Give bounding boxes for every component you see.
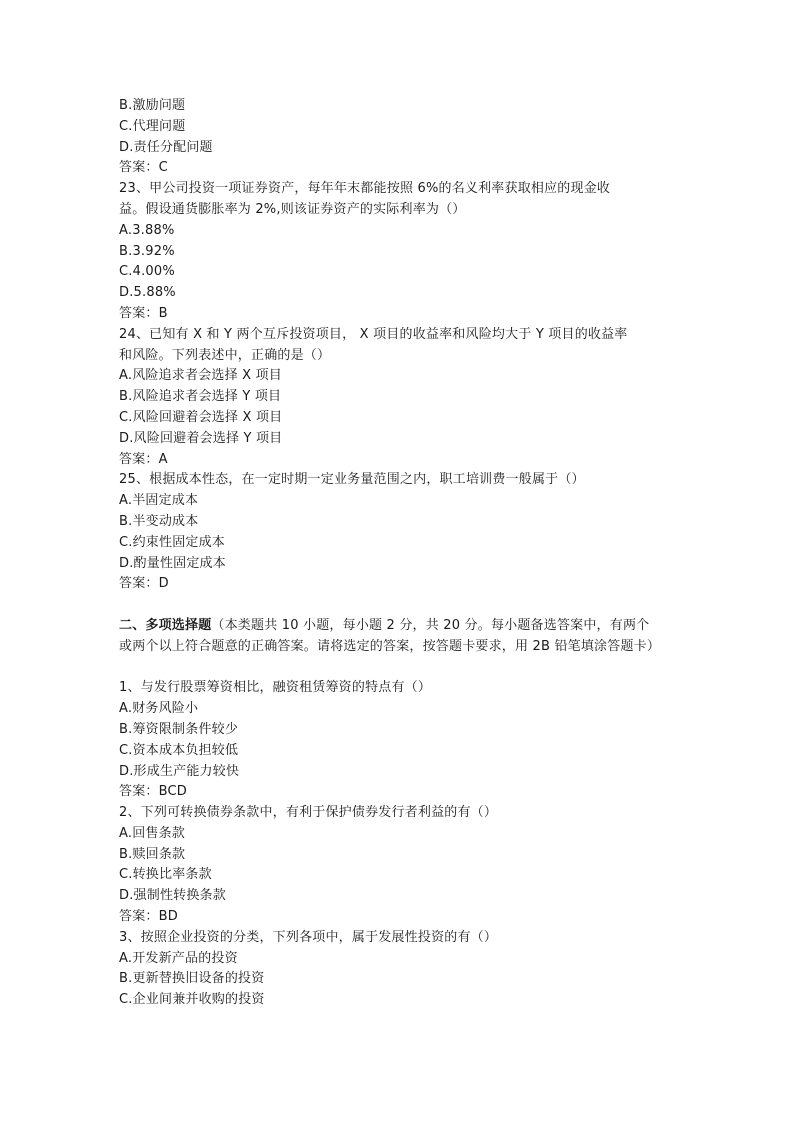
option-b: B.半变动成本: [119, 513, 199, 529]
answer: 答案：BCD: [119, 784, 187, 800]
answer: 答案：C: [119, 160, 168, 176]
section-title: 二、多项选择题: [119, 617, 212, 633]
option-a: A.回售条款: [119, 825, 185, 841]
option-b: B.3.92%: [119, 243, 175, 259]
question-m2-stem: 2、下列可转换债券条款中，有利于保护债券发行者利益的有（）: [119, 805, 498, 821]
option-d: D.形成生产能力较快: [119, 763, 240, 779]
question-24-stem-cont: 和风险。下列表述中，正确的是（）: [119, 347, 331, 363]
spacer: [119, 658, 679, 679]
option-d: D.风险回避着会选择 Y 项目: [119, 430, 283, 446]
option-b: B.风险追求者会选择 Y 项目: [119, 389, 282, 405]
answer: 答案：A: [119, 451, 168, 467]
option-a: A.财务风险小: [119, 701, 199, 717]
option-c: C.企业间兼并收购的投资: [119, 992, 265, 1008]
option-d: D.5.88%: [119, 285, 176, 301]
question-m1-stem: 1、与发行股票筹资相比，融资租赁筹资的特点有（）: [119, 680, 432, 696]
answer: 答案：B: [119, 305, 168, 321]
document-page: [119, 96, 679, 1011]
option-a: A.3.88%: [119, 222, 175, 238]
question-m3-stem: 3、按照企业投资的分类，下列各项中，属于发展性投资的有（）: [119, 929, 498, 945]
option-d: D.责任分配问题: [119, 139, 213, 155]
option-d: D.强制性转换条款: [119, 888, 226, 904]
option-c: C.约束性固定成本: [119, 534, 226, 550]
option-b: B.赎回条款: [119, 846, 186, 862]
option-c: C.转换比率条款: [119, 867, 212, 883]
question-24-stem: 24、已知有 X 和 Y 两个互斥投资项目， X 项目的收益率和风险均大于 Y 项目的收益率: [119, 326, 628, 342]
question-23-stem-cont: 益。假设通货膨胀率为 2%,则该证券资产的实际利率为（）: [119, 201, 466, 217]
option-a: A.半固定成本: [119, 493, 199, 509]
option-c: C.代理问题: [119, 118, 186, 134]
option-d: D.酌量性固定成本: [119, 555, 226, 571]
question-25-stem: 25、根据成本性态，在一定时期一定业务量范围之内，职工培训费一般属于（）: [119, 472, 585, 488]
section-heading: [119, 616, 679, 637]
option-b: B.激励问题: [119, 98, 186, 113]
spacer: [119, 595, 679, 616]
answer: 答案：D: [119, 576, 169, 592]
section-description: （本类题共 10 小题，每小题 2 分，共 20 分。每小题备选答案中，有两个: [211, 617, 650, 633]
option-b: B.筹资限制条件较少: [119, 721, 239, 737]
option-c: C.4.00%: [119, 264, 175, 280]
option-c: C.资本成本负担较低: [119, 742, 239, 758]
option-a: A.风险追求者会选择 X 项目: [119, 368, 282, 384]
option-c: C.风险回避着会选择 X 项目: [119, 409, 283, 425]
option-a: A.开发新产品的投资: [119, 950, 238, 966]
option-b: B.更新替换旧设备的投资: [119, 971, 265, 987]
section-description-cont: 或两个以上符合题意的正确答案。请将选定的答案，按答题卡要求，用 2B 铅笔填涂答题卡）: [119, 638, 661, 654]
question-23-stem: 23、甲公司投资一项证券资产，每年年末都能按照 6%的名义利率获取相应的现金收: [119, 181, 611, 197]
answer: 答案：BD: [119, 909, 178, 925]
